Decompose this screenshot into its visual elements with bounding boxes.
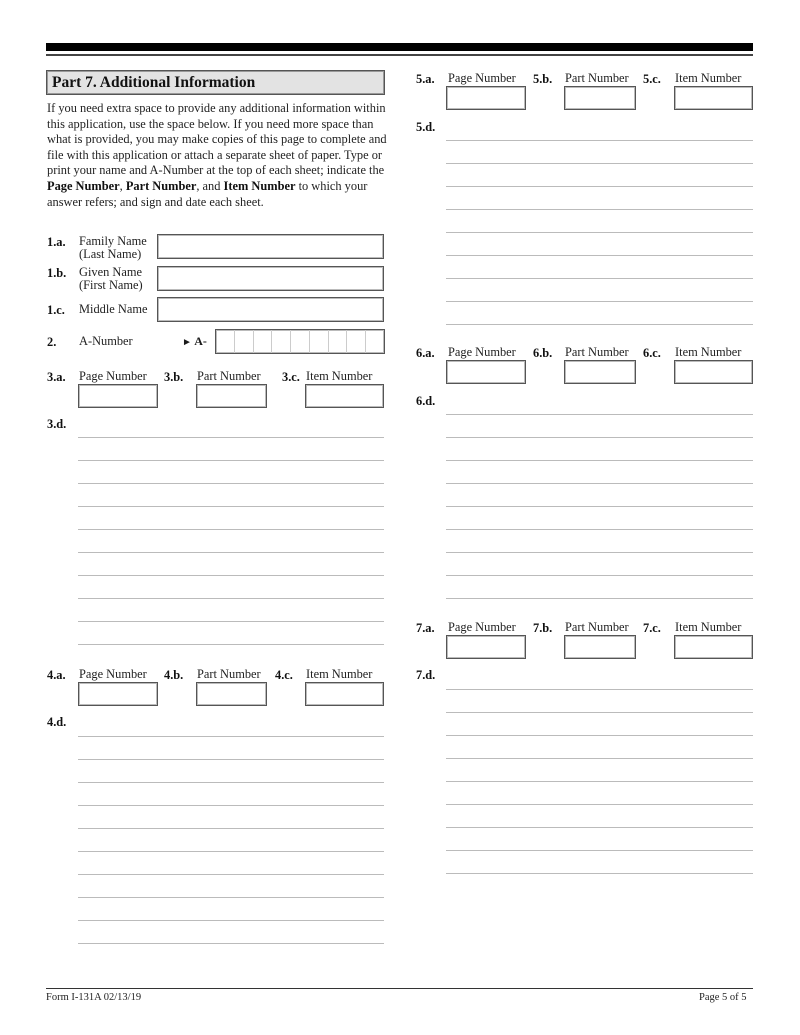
answer-line[interactable] xyxy=(78,575,384,576)
label-line: Given Name xyxy=(79,265,142,279)
item-number-7b: 7.b. xyxy=(533,621,553,635)
answer-line[interactable] xyxy=(446,758,753,759)
answer-line[interactable] xyxy=(78,782,384,783)
answer-line[interactable] xyxy=(78,460,384,461)
item-number-label: Item Number xyxy=(306,369,373,383)
answer-line[interactable] xyxy=(446,781,753,782)
answer-line[interactable] xyxy=(78,897,384,898)
item-number-1b: 1.b. xyxy=(47,266,67,280)
page-indicator: Page 5 of 5 xyxy=(699,992,747,1003)
instructions-paragraph xyxy=(47,101,387,210)
footer-rule xyxy=(46,988,753,989)
item-number-3a: 3.a. xyxy=(47,370,66,384)
family-name-input[interactable] xyxy=(157,234,384,259)
item-number-6a: 6.a. xyxy=(416,346,435,360)
answer-lines-4d[interactable] xyxy=(78,736,384,944)
item-number-5c: 5.c. xyxy=(643,72,661,86)
item-number-2: 2. xyxy=(47,335,57,349)
given-name-input[interactable] xyxy=(157,266,384,291)
answer-line[interactable] xyxy=(446,140,753,141)
answer-line[interactable] xyxy=(446,414,753,415)
intro-bold-item-number: Item Number xyxy=(223,178,296,193)
part-number-input-7b[interactable] xyxy=(564,635,636,659)
a-number-digit[interactable] xyxy=(216,330,235,353)
page-number-input-5a[interactable] xyxy=(446,86,526,110)
middle-name-label: Middle Name xyxy=(79,302,148,316)
part-number-label: Part Number xyxy=(565,620,629,634)
item-number-label: Item Number xyxy=(675,345,742,359)
item-number-6c: 6.c. xyxy=(643,346,661,360)
a-number-digit[interactable] xyxy=(347,330,366,353)
item-number-label: Item Number xyxy=(675,71,742,85)
answer-line[interactable] xyxy=(446,804,753,805)
answer-line[interactable] xyxy=(78,920,384,921)
page-number-label: Page Number xyxy=(448,620,516,634)
a-number-label: A-Number xyxy=(79,334,133,348)
answer-line[interactable] xyxy=(446,575,753,576)
answer-line[interactable] xyxy=(446,186,753,187)
answer-line[interactable] xyxy=(446,735,753,736)
item-number-3d: 3.d. xyxy=(47,417,67,431)
given-name-label xyxy=(79,266,143,292)
label-line: (First Name) xyxy=(79,278,143,292)
answer-lines-7d[interactable] xyxy=(446,689,753,874)
intro-bold-part-number: Part Number xyxy=(125,178,197,193)
answer-line[interactable] xyxy=(446,255,753,256)
intro-text: to which your answer refers; and sign and date each sheet. xyxy=(47,178,368,209)
page-number-input-4a[interactable] xyxy=(78,682,158,706)
item-number-label: Item Number xyxy=(675,620,742,634)
item-number-1c: 1.c. xyxy=(47,303,65,317)
top-rule-thin xyxy=(46,54,753,56)
intro-bold-page-number: Page Number xyxy=(47,178,120,193)
part-number-label: Part Number xyxy=(565,345,629,359)
answer-line[interactable] xyxy=(78,437,384,438)
item-number-4a: 4.a. xyxy=(47,668,66,682)
item-number-input-3c[interactable] xyxy=(305,384,384,408)
arrow-right-icon: ► xyxy=(182,337,192,348)
answer-line[interactable] xyxy=(446,232,753,233)
label-line: (Last Name) xyxy=(79,247,142,261)
answer-line[interactable] xyxy=(446,598,753,599)
answer-line[interactable] xyxy=(446,506,753,507)
page-number-label: Page Number xyxy=(448,71,516,85)
answer-line[interactable] xyxy=(446,460,753,461)
answer-line[interactable] xyxy=(78,759,384,760)
answer-line[interactable] xyxy=(78,943,384,944)
intro-text: If you need extra space to provide any additional information within this application, use the space below. If you need more space than what is provided, you may make copies of this page to complete and file with this application or attach a separate sheet of paper. Type or print your name and A-Number at the top of each sheet; indicate the xyxy=(47,101,387,178)
answer-line[interactable] xyxy=(446,873,753,874)
part-number-label: Part Number xyxy=(565,71,629,85)
answer-line[interactable] xyxy=(78,552,384,553)
answer-line[interactable] xyxy=(446,209,753,210)
item-number-5a: 5.a. xyxy=(416,72,435,86)
part-number-input-5b[interactable] xyxy=(564,86,636,110)
answer-line[interactable] xyxy=(78,805,384,806)
answer-line[interactable] xyxy=(78,828,384,829)
answer-line[interactable] xyxy=(446,827,753,828)
top-rule-thick xyxy=(46,43,753,51)
a-number-digit[interactable] xyxy=(310,330,329,353)
page-number-label: Page Number xyxy=(79,369,147,383)
item-number-5b: 5.b. xyxy=(533,72,553,86)
part-number-label: Part Number xyxy=(197,369,261,383)
form-id: Form I-131A 02/13/19 xyxy=(46,992,142,1003)
item-number-input-4c[interactable] xyxy=(305,682,384,706)
answer-lines-5d[interactable] xyxy=(446,140,753,325)
answer-line[interactable] xyxy=(446,552,753,553)
page-number-input-7a[interactable] xyxy=(446,635,526,659)
item-number-label: Item Number xyxy=(306,667,373,681)
answer-line[interactable] xyxy=(78,736,384,737)
answer-line[interactable] xyxy=(446,301,753,302)
a-number-digit[interactable] xyxy=(235,330,254,353)
answer-line[interactable] xyxy=(78,529,384,530)
page-number-label: Page Number xyxy=(79,667,147,681)
a-number-digit[interactable] xyxy=(291,330,310,353)
page-number-input-6a[interactable] xyxy=(446,360,526,384)
item-number-4d: 4.d. xyxy=(47,715,67,729)
part-header xyxy=(46,70,385,95)
answer-line[interactable] xyxy=(78,483,384,484)
answer-line[interactable] xyxy=(446,529,753,530)
part-number-input-3b[interactable] xyxy=(196,384,267,408)
intro-separator: , xyxy=(119,178,126,193)
answer-line[interactable] xyxy=(78,851,384,852)
answer-line[interactable] xyxy=(446,163,753,164)
item-number-5d: 5.d. xyxy=(416,120,436,134)
page-number-input-3a[interactable] xyxy=(78,384,158,408)
a-number-prefix-text: A- xyxy=(194,334,207,348)
item-number-7a: 7.a. xyxy=(416,621,435,635)
answer-line[interactable] xyxy=(78,598,384,599)
answer-line[interactable] xyxy=(78,874,384,875)
item-number-input-5c[interactable] xyxy=(674,86,753,110)
part-number-input-6b[interactable] xyxy=(564,360,636,384)
part-number-input-4b[interactable] xyxy=(196,682,267,706)
family-name-label xyxy=(79,235,147,261)
item-number-4c: 4.c. xyxy=(275,668,293,682)
item-number-7d: 7.d. xyxy=(416,668,436,682)
item-number-1a: 1.a. xyxy=(47,235,66,249)
a-number-digit[interactable] xyxy=(254,330,273,353)
item-number-3b: 3.b. xyxy=(164,370,184,384)
item-number-input-6c[interactable] xyxy=(674,360,753,384)
answer-line[interactable] xyxy=(78,621,384,622)
intro-separator: , and xyxy=(196,178,224,193)
part-title: Part 7. Additional Information xyxy=(52,74,256,91)
answer-line[interactable] xyxy=(78,644,384,645)
answer-lines-3d[interactable] xyxy=(78,437,384,645)
item-number-7c: 7.c. xyxy=(643,621,661,635)
answer-line[interactable] xyxy=(78,506,384,507)
a-number-digit[interactable] xyxy=(272,330,291,353)
item-number-6d: 6.d. xyxy=(416,394,436,408)
answer-lines-6d[interactable] xyxy=(446,414,753,599)
item-number-6b: 6.b. xyxy=(533,346,553,360)
part-number-label: Part Number xyxy=(197,667,261,681)
answer-line[interactable] xyxy=(446,689,753,690)
answer-line[interactable] xyxy=(446,483,753,484)
answer-line[interactable] xyxy=(446,437,753,438)
page-number-label: Page Number xyxy=(448,345,516,359)
label-line: Family Name xyxy=(79,234,147,248)
item-number-3c: 3.c. xyxy=(282,370,300,384)
middle-name-input[interactable] xyxy=(157,297,384,322)
a-number-digit[interactable] xyxy=(366,330,384,353)
answer-line[interactable] xyxy=(446,850,753,851)
answer-line[interactable] xyxy=(446,712,753,713)
item-number-4b: 4.b. xyxy=(164,668,184,682)
answer-line[interactable] xyxy=(446,278,753,279)
answer-line[interactable] xyxy=(446,324,753,325)
item-number-input-7c[interactable] xyxy=(674,635,753,659)
a-number-prefix xyxy=(182,334,207,349)
a-number-digit[interactable] xyxy=(329,330,348,353)
a-number-input[interactable] xyxy=(215,329,385,354)
